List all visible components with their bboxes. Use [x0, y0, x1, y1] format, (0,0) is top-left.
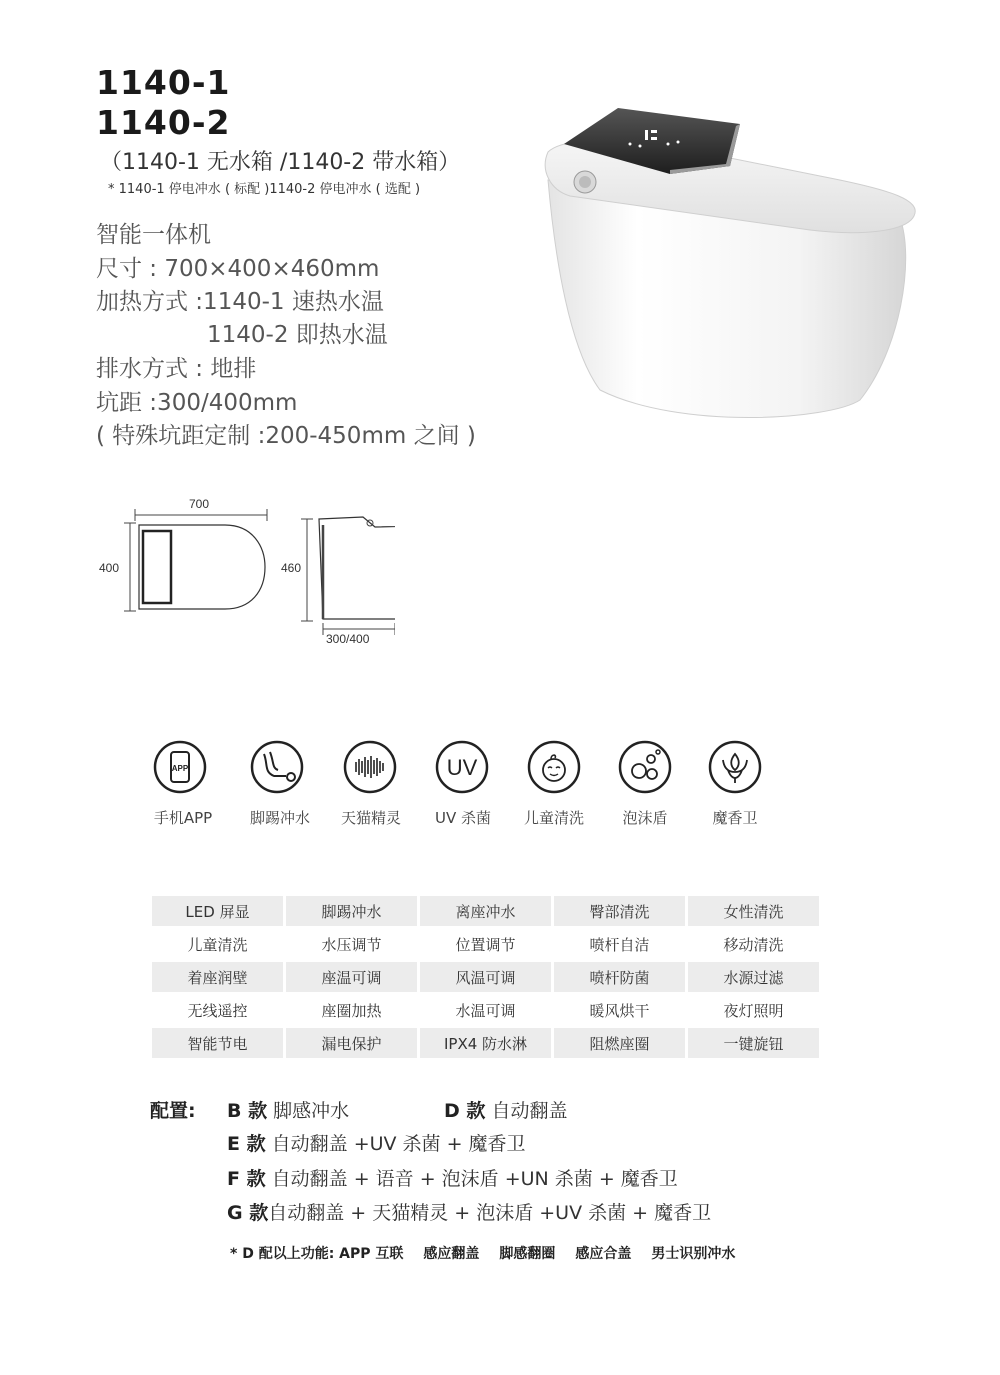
table-cell: 臀部清洗	[554, 896, 685, 926]
table-cell: 夜灯照明	[723, 1001, 784, 1020]
footnote	[230, 1243, 735, 1263]
table-cell: 脚踢冲水	[286, 896, 417, 926]
table-cell: LED 屏显	[152, 896, 283, 926]
config-b: B 款 脚感冲水	[227, 1100, 350, 1122]
table-cell: 水温可调	[455, 1001, 516, 1020]
table-cell: IPX4 防水淋	[420, 1028, 551, 1058]
dimension-width: 700	[189, 497, 210, 511]
footnote-item: 感应翻盖	[423, 1246, 480, 1262]
table-cell: 喷杆防菌	[554, 962, 685, 992]
voice-assistant-icon	[343, 740, 397, 794]
table-cell: 一键旋钮	[688, 1028, 819, 1058]
footnote-item: 感应合盖	[575, 1246, 632, 1262]
table-cell: 风温可调	[420, 962, 551, 992]
function-table	[149, 893, 822, 1061]
table-row	[152, 896, 819, 926]
phone-app-icon	[153, 740, 207, 794]
table-cell: 智能节电	[152, 1028, 283, 1058]
spec-custom-pit: ( 特殊坑距定制 :200-450mm 之间 )	[96, 423, 476, 449]
dimension-depth: 400	[99, 561, 120, 575]
power-flush-note: * 1140-1 停电冲水 ( 标配 )1140-2 停电冲水 ( 选配 )	[108, 182, 421, 197]
feature-label-voice-assistant: 天猫精灵	[340, 809, 401, 827]
feature-label-foam-shield: 泡沫盾	[622, 809, 668, 827]
model-number-1: 1140-1	[96, 63, 231, 102]
dimension-drawing	[95, 495, 395, 655]
table-cell: 座圈加热	[321, 1001, 382, 1020]
feature-uv	[435, 740, 489, 798]
footnote-item: APP 互联	[339, 1246, 404, 1262]
table-cell: 无线遥控	[187, 1001, 248, 1020]
table-row	[152, 1028, 819, 1058]
feature-foam-shield	[618, 740, 672, 798]
footnote-prefix: * D 配以上功能:	[230, 1246, 340, 1262]
spec-pit: 坑距 :300/400mm	[96, 390, 298, 416]
spec-size: 尺寸 : 700×400×460mm	[96, 256, 380, 282]
table-cell: 位置调节	[455, 935, 516, 954]
table-cell: 座温可调	[286, 962, 417, 992]
table-cell: 暖风烘干	[589, 1001, 650, 1020]
table-cell: 儿童清洗	[187, 935, 248, 954]
spec-type: 智能一体机	[96, 222, 211, 248]
foam-bubbles-icon	[618, 740, 672, 794]
config-label: 配置:	[150, 1100, 196, 1122]
table-cell: 喷杆自洁	[589, 935, 650, 954]
table-cell: 离座冲水	[420, 896, 551, 926]
table-cell: 女性清洗	[688, 896, 819, 926]
product-image	[530, 100, 930, 430]
table-cell: 水压调节	[321, 935, 382, 954]
table-row	[152, 929, 819, 959]
svg-text:APP: APP	[171, 764, 189, 773]
footnote-item: 脚感翻圈	[499, 1246, 556, 1262]
feature-child-wash	[527, 740, 581, 798]
model-subtitle: （1140-1 无水箱 /1140-2 带水箱）	[100, 150, 461, 175]
table-cell: 阻燃座圈	[554, 1028, 685, 1058]
table-row	[152, 995, 819, 1025]
config-d: D 款 自动翻盖	[444, 1100, 568, 1122]
dimension-pit-distance: 300/400	[326, 632, 370, 646]
table-cell: 着座润壁	[152, 962, 283, 992]
config-e: E 款 自动翻盖 +UV 杀菌 + 魔香卫	[227, 1133, 526, 1155]
spec-heating-2: 1140-2 即热水温	[207, 322, 388, 348]
feature-label-foot-kick: 脚踢冲水	[249, 809, 310, 827]
feature-label-phone-app: 手机APP	[153, 809, 213, 827]
child-face-icon	[527, 740, 581, 794]
model-number-2: 1140-2	[96, 103, 231, 142]
feature-label-child-wash: 儿童清洗	[523, 809, 584, 827]
spec-drain: 排水方式 : 地排	[96, 356, 257, 382]
table-cell: 水源过滤	[688, 962, 819, 992]
dimension-height: 460	[281, 561, 302, 575]
footnote-item: 男士识别冲水	[651, 1246, 736, 1262]
uv-icon	[435, 740, 489, 794]
flower-icon	[708, 740, 762, 794]
config-f: F 款 自动翻盖 + 语音 + 泡沫盾 +UN 杀菌 + 魔香卫	[227, 1168, 678, 1190]
svg-text:UV: UV	[446, 755, 478, 780]
config-g: G 款自动翻盖 + 天猫精灵 + 泡沫盾 +UV 杀菌 + 魔香卫	[227, 1202, 712, 1224]
feature-voice-assistant	[343, 740, 397, 798]
feature-phone-app	[153, 740, 207, 798]
table-cell: 移动清洗	[723, 935, 784, 954]
table-row	[152, 962, 819, 992]
feature-label-uv: UV 杀菌	[434, 809, 491, 827]
table-cell: 漏电保护	[286, 1028, 417, 1058]
foot-kick-icon	[250, 740, 304, 794]
spec-heating-1: 加热方式 :1140-1 速热水温	[96, 289, 384, 315]
feature-fragrance	[708, 740, 762, 798]
feature-foot-kick	[250, 740, 304, 798]
feature-label-fragrance: 魔香卫	[712, 809, 758, 827]
